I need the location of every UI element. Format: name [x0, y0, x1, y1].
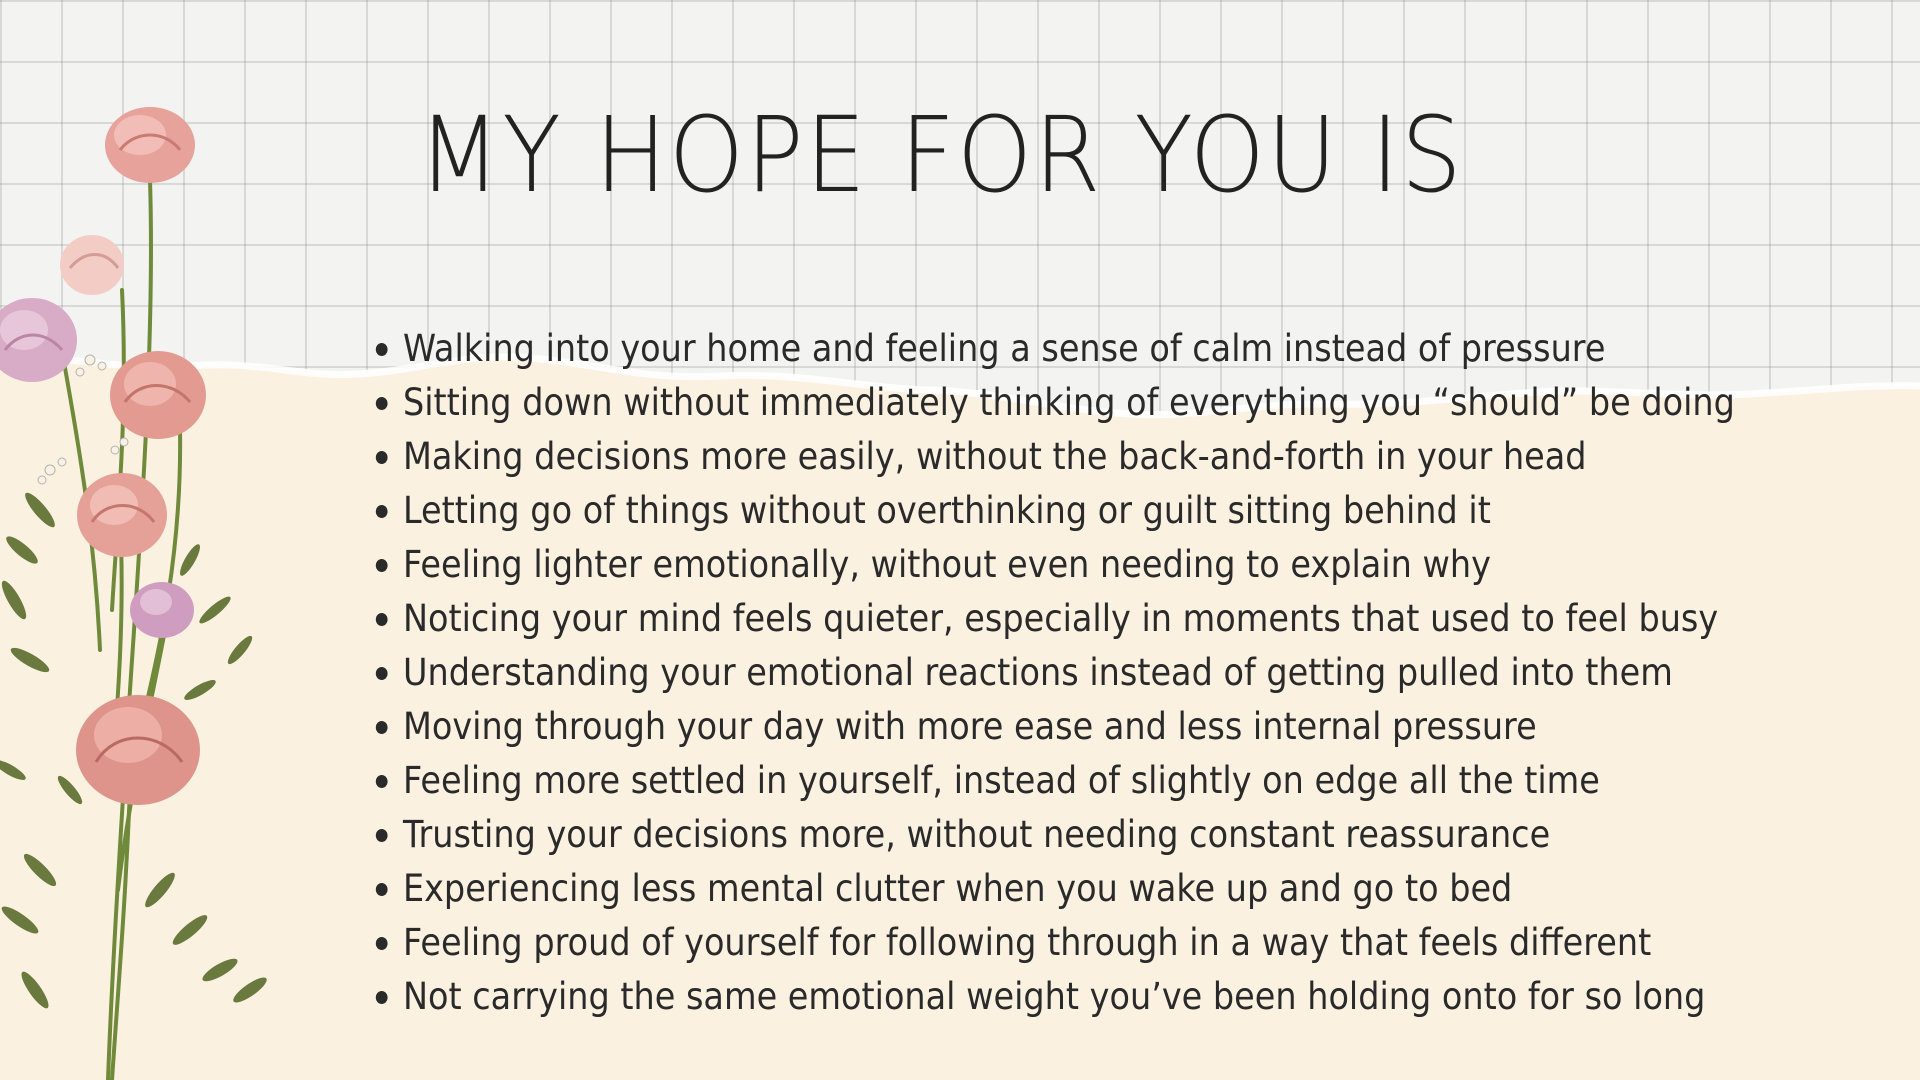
list-item: Making decisions more easily, without the back-and-forth in your head [374, 430, 1732, 484]
list-item: Feeling lighter emotionally, without even needing to explain why [374, 538, 1732, 592]
list-item: Not carrying the same emotional weight you’ve been holding onto for so long [374, 970, 1732, 1024]
hope-list [374, 322, 1874, 1024]
list-item: Moving through your day with more ease and less internal pressure [374, 700, 1732, 754]
list-item: Experiencing less mental clutter when you wake up and go to bed [374, 862, 1732, 916]
list-item: Letting go of things without overthinking or guilt sitting behind it [374, 484, 1732, 538]
list-item: Feeling more settled in yourself, instead of slightly on edge all the time [374, 754, 1732, 808]
list-item: Feeling proud of yourself for following through in a way that feels different [374, 916, 1732, 970]
list-item: Noticing your mind feels quieter, especially in moments that used to feel busy [374, 592, 1732, 646]
list-item: Sitting down without immediately thinking of everything you “should” be doing [374, 376, 1732, 430]
list-item: Trusting your decisions more, without needing constant reassurance [374, 808, 1732, 862]
rose-icon [105, 107, 195, 183]
page-title: MY HOPE FOR YOU IS [418, 94, 1464, 216]
list-item: Walking into your home and feeling a sense of calm instead of pressure [374, 322, 1732, 376]
list-item: Understanding your emotional reactions instead of getting pulled into them [374, 646, 1732, 700]
rose-bouquet-illustration [0, 90, 320, 1080]
